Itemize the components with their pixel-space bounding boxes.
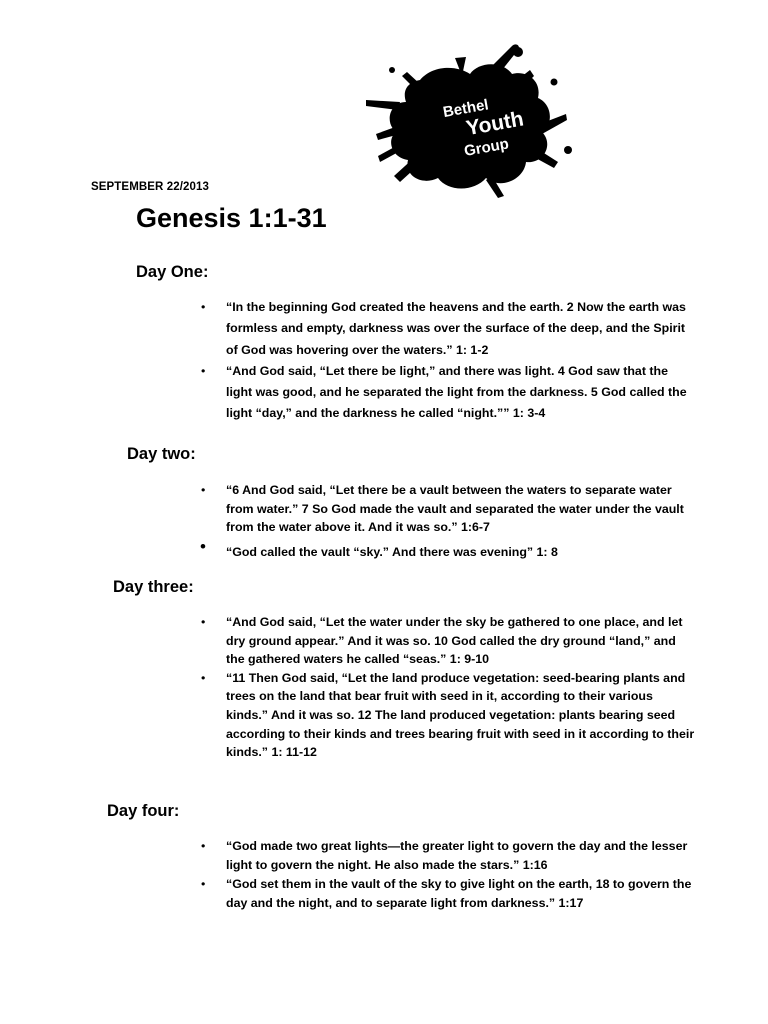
bullet-item [201, 297, 696, 361]
bullet-item [201, 613, 696, 669]
day-heading: Day One: [136, 263, 209, 281]
logo-text-group: Group [462, 135, 511, 160]
bullet-text: “6 And God said, “Let there be a vault between the waters to separate water from water.” 7 So God made the vault and separated the water under the vault from the water above it. And it was so.” 1:6-7 [226, 483, 684, 535]
bullet-list [201, 613, 696, 762]
day-heading: Day four: [107, 802, 180, 820]
bullet-icon: • [201, 300, 206, 314]
logo-text-bethel: Bethel [441, 96, 490, 122]
bullet-icon: • [201, 877, 206, 891]
bullet-icon: • [201, 615, 206, 629]
bullet-text: “11 Then God said, “Let the land produce vegetation: seed-bearing plants and trees on the land that bear fruit with seed in it, according to their various kinds.” And it was so. 12 The land produced vegetation: plants bearing seed according to their kinds and trees bearing fruit with seed in it according to their kinds.” 1: 11-12 [226, 670, 695, 760]
bullet-item [200, 536, 696, 562]
day-heading: Day three: [113, 578, 194, 596]
bullet-item [201, 481, 696, 537]
bullet-list [200, 481, 696, 561]
document-title: Genesis 1:1-31 [136, 203, 327, 233]
bullet-item [201, 875, 696, 913]
bullet-text: “In the beginning God created the heavens and the earth. 2 Now the earth was formless and empty, darkness was over the surface of the deep, and the Spirit of God was hovering over the waters.” 1: 1-2 [226, 300, 686, 357]
bullet-item [201, 361, 696, 425]
bullet-text: “And God said, “Let the water under the sky be gathered to one place, and let dry ground appear.” And it was so. 10 God called the dry ground “land,” and the gathered waters he called “seas.” 1: 9-10 [226, 615, 683, 667]
bullet-text: “God set them in the vault of the sky to give light on the earth, 18 to govern the day and the night, and to separate light from darkness.” 1:17 [226, 877, 692, 910]
day-heading: Day two: [127, 445, 196, 463]
bullet-list [201, 837, 696, 913]
bullet-text: “And God said, “Let there be light,” and there was light. 4 God saw that the light was good, and he separated the light from the darkness. 5 God called the light “day,” and the darkness he called “night.”” 1: 3-4 [226, 363, 687, 421]
bullet-icon: • [201, 839, 206, 853]
bullet-icon: • [201, 483, 206, 497]
bullet-item [201, 669, 696, 762]
bullet-icon: • [201, 363, 206, 378]
bethel-youth-group-logo [362, 40, 572, 200]
logo-text-youth: Youth [464, 107, 526, 141]
bullet-item [201, 837, 696, 875]
bullet-icon: • [201, 670, 206, 685]
bullet-icon: • [200, 536, 206, 556]
bullet-text: “God called the vault “sky.” And there was evening” 1: 8 [226, 544, 558, 559]
document-date: SEPTEMBER 22/2013 [91, 181, 210, 193]
bullet-list [201, 297, 696, 425]
bullet-text: “God made two great lights—the greater light to govern the day and the lesser light to govern the night. He also made the stars.” 1:16 [226, 839, 688, 872]
